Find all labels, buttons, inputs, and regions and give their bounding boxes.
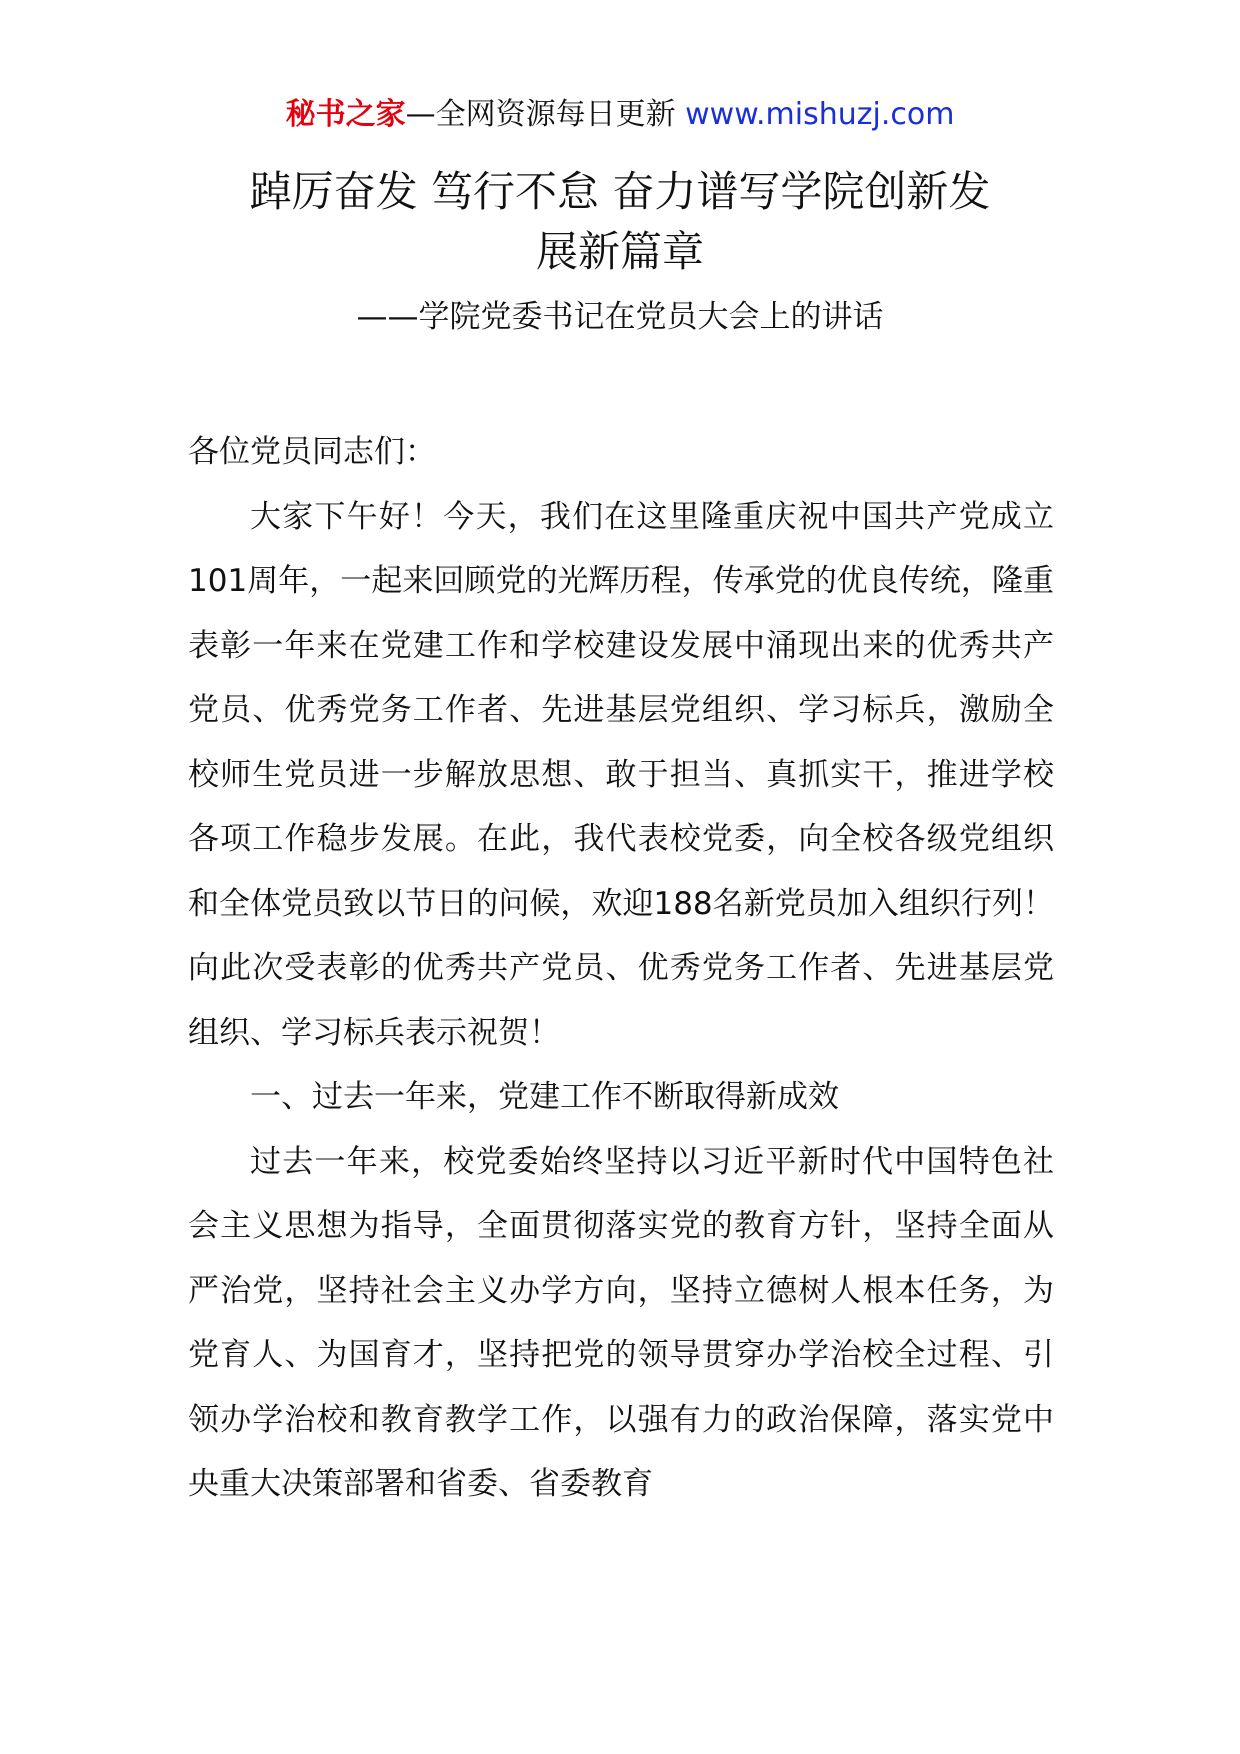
paragraph-achievements: 过去一年来，校党委始终坚持以习近平新时代中国特色社会主义思想为指导，全面贯彻落实党的教育方针，坚持全面从严治党，坚持社会主义办学方向，坚持立德树人根本任务，为党育人、为国育才，坚持把党的领导贯穿办学治校全过程、引领办学治校和教育教学工作，以强有力的政治保障，落实党中央重大决策部署和省委、省委教育 — [188, 1143, 1054, 1502]
title-line-2: 展新篇章 — [535, 227, 704, 276]
title-line-1: 踔厉奋发 笃行不怠 奋力谱写学院创新发 — [249, 167, 991, 216]
brand-name: 秘书之家 — [285, 97, 406, 132]
site-header — [0, 95, 1240, 135]
document-subtitle: ——学院党委书记在党员大会上的讲话 — [356, 299, 884, 335]
salutation: 各位党员同志们： — [188, 434, 436, 470]
paragraph-greeting: 大家下午好！今天，我们在这里隆重庆祝中国共产党成立101周年，一起来回顾党的光辉历程，传承党的优良传统，隆重表彰一年来在党建工作和学校建设发展中涌现出来的优秀共产党员、优秀党务工作者、先进基层党组织、学习标兵，激励全校师生党员进一步解放思想、敢于担当、真抓实干，推进学校各项工作稳步发展。在此，我代表校党委，向全校各级党组织和全体党员致以节日的问候，欢迎188名新党员加入组织行列！向此次受表彰的优秀共产党员、优秀党务工作者、先进基层党组织、学习标兵表示祝贺！ — [188, 498, 1054, 1051]
header-tagline: —全网资源每日更新 — [405, 97, 686, 132]
section-heading-1: 一、过去一年来，党建工作不断取得新成效 — [250, 1079, 839, 1115]
document-title — [0, 162, 1240, 282]
site-url-link[interactable]: www.mishuzj.com — [685, 97, 955, 132]
document-body — [188, 420, 1054, 1517]
